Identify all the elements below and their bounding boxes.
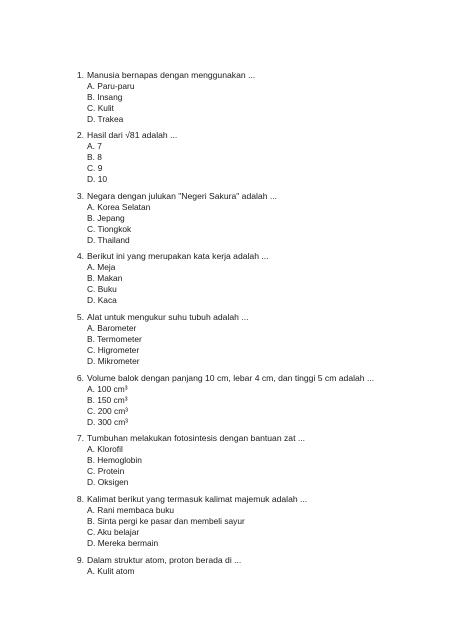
- question-number: 8.: [76, 494, 84, 504]
- answer-option-c: C. 200 cm³: [87, 406, 128, 416]
- question-text: Berikut ini yang merupakan kata kerja adalah ...: [87, 251, 269, 261]
- question-text: Negara dengan julukan "Negeri Sakura" adalah ...: [87, 191, 278, 201]
- answer-option-c: C. Kulit: [87, 103, 114, 113]
- question-text: Manusia bernapas dengan menggunakan ...: [87, 70, 256, 80]
- answer-options: [87, 444, 142, 488]
- answer-option-c: C. 9: [87, 163, 103, 173]
- answer-options: [87, 505, 245, 549]
- answer-option-d: D. 300 cm³: [87, 417, 128, 427]
- question-number: 7.: [76, 433, 84, 443]
- question-number: 9.: [76, 555, 84, 565]
- answer-option-d: D. Thailand: [87, 235, 130, 245]
- answer-option-a: A. Kulit atom: [87, 566, 135, 576]
- question-text: Volume balok dengan panjang 10 cm, lebar 4 cm, dan tinggi 5 cm adalah ...: [87, 373, 375, 383]
- question-text: Alat untuk mengukur suhu tubuh adalah ...: [87, 312, 249, 322]
- answer-option-d: D. Kaca: [87, 295, 117, 305]
- question-number: 2.: [76, 130, 84, 140]
- answer-option-b: B. Hemoglobin: [87, 455, 142, 465]
- answer-option-d: D. Mereka bermain: [87, 538, 159, 548]
- answer-option-b: B. 150 cm³: [87, 395, 128, 405]
- answer-options: [87, 262, 122, 306]
- answer-option-a: A. 7: [87, 141, 102, 151]
- answer-option-d: D. 10: [87, 174, 108, 184]
- answer-option-b: B. Termometer: [87, 334, 142, 344]
- question-number: 4.: [76, 251, 84, 261]
- question-text: Dalam struktur atom, proton berada di ...: [87, 555, 242, 565]
- answer-option-b: B. Insang: [87, 92, 123, 102]
- question-number: 3.: [76, 191, 84, 201]
- answer-option-a: A. Rani membaca buku: [87, 505, 175, 515]
- answer-option-b: B. Makan: [87, 273, 123, 283]
- answer-option-c: C. Higrometer: [87, 345, 140, 355]
- answer-options: [87, 384, 128, 428]
- answer-option-a: A. Meja: [87, 262, 116, 272]
- question-number: 6.: [76, 373, 84, 383]
- question-text: Kalimat berikut yang termasuk kalimat majemuk adalah ...: [87, 494, 308, 504]
- answer-option-d: D. Mikrometer: [87, 356, 140, 366]
- answer-option-a: A. Paru-paru: [87, 81, 135, 91]
- answer-option-a: A. Klorofil: [87, 444, 123, 454]
- answer-options: [87, 566, 134, 577]
- answer-option-c: C. Aku belajar: [87, 527, 140, 537]
- answer-option-b: B. 8: [87, 152, 102, 162]
- answer-options: [87, 202, 150, 246]
- answer-option-c: C. Protein: [87, 466, 125, 476]
- answer-options: [87, 141, 107, 185]
- question-text: Tumbuhan melakukan fotosintesis dengan bantuan zat ...: [87, 433, 306, 443]
- answer-option-a: A. 100 cm³: [87, 384, 128, 394]
- answer-option-b: B. Jepang: [87, 213, 125, 223]
- answer-option-a: A. Korea Selatan: [87, 202, 151, 212]
- answer-option-c: C. Buku: [87, 284, 117, 294]
- answer-option-b: B. Sinta pergi ke pasar dan membeli sayur: [87, 516, 245, 526]
- answer-option-d: D. Oksigen: [87, 477, 129, 487]
- answer-options: [87, 323, 142, 367]
- answer-option-c: C. Tiongkok: [87, 224, 132, 234]
- question-text: Hasil dari √81 adalah ...: [87, 130, 178, 140]
- question-number: 1.: [76, 70, 84, 80]
- answer-option-a: A. Barometer: [87, 323, 137, 333]
- answer-option-d: D. Trakea: [87, 114, 124, 124]
- question-number: 5.: [76, 312, 84, 322]
- answer-options: [87, 81, 134, 125]
